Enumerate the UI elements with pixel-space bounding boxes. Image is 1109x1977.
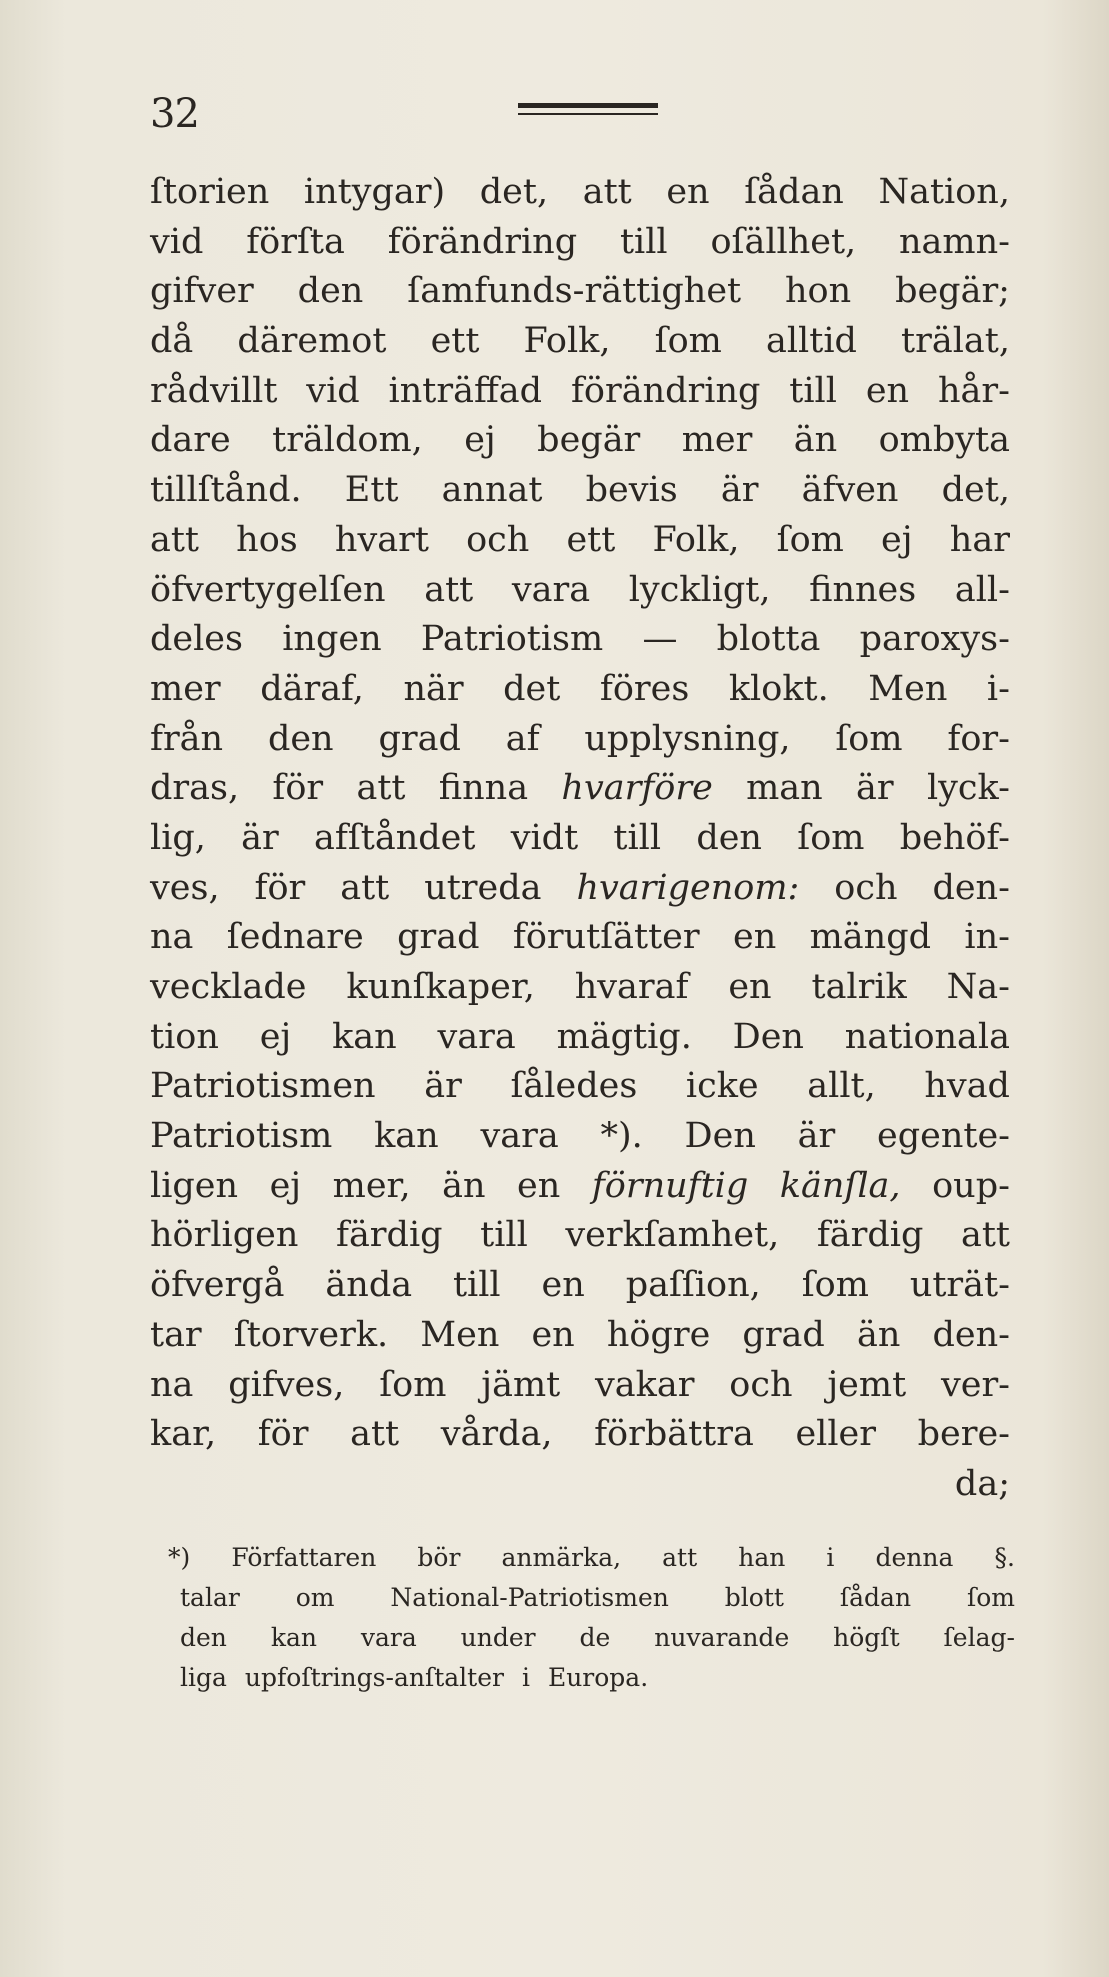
word: att — [356, 768, 406, 809]
word: att — [960, 1215, 1010, 1256]
word: den- — [932, 867, 1010, 908]
word: ſednare — [226, 917, 364, 958]
word: för — [257, 1414, 309, 1455]
word: till — [452, 1265, 501, 1306]
word: hvart — [334, 519, 429, 560]
word: allt, — [807, 1066, 876, 1107]
word: ett — [566, 519, 616, 560]
word: ſom — [801, 1265, 869, 1306]
word: egente- — [877, 1116, 1010, 1157]
word: Författaren — [231, 1543, 377, 1572]
word: finnes — [809, 569, 917, 610]
word: vara — [480, 1116, 559, 1157]
text-line — [150, 715, 1010, 765]
word: han — [738, 1543, 786, 1572]
word: ſåledes — [510, 1066, 638, 1107]
word: gifver — [150, 271, 254, 312]
word: kar, — [150, 1414, 217, 1455]
word: än — [856, 1314, 901, 1355]
word: Patriotism — [420, 619, 604, 660]
word: vidt — [510, 817, 579, 858]
word: vakar — [595, 1364, 695, 1405]
word: Folk, — [652, 519, 740, 560]
word: *). — [600, 1116, 643, 1157]
word: Europa. — [547, 1663, 649, 1692]
footnote-line — [180, 1578, 1015, 1618]
word: Patriotismen — [150, 1066, 376, 1107]
page-number: 32 — [150, 91, 199, 137]
text-line — [150, 1162, 1010, 1212]
word: hvad — [924, 1066, 1010, 1107]
word: vid — [306, 370, 360, 411]
text-line — [150, 317, 1010, 367]
word: eller — [795, 1414, 876, 1455]
word: i — [521, 1663, 530, 1692]
word: §. — [994, 1543, 1015, 1572]
word: na — [150, 917, 194, 958]
word: trälat, — [901, 321, 1010, 362]
word: man — [746, 768, 823, 809]
word: till — [480, 1215, 528, 1256]
word: förändring — [570, 370, 761, 411]
footnote — [168, 1538, 1015, 1698]
text-line — [150, 168, 1010, 218]
word: förnuftig — [591, 1165, 749, 1206]
word: National-Patriotismen — [390, 1583, 669, 1612]
word: är — [797, 1116, 836, 1157]
word: när — [403, 668, 464, 709]
word: Na- — [946, 967, 1010, 1007]
word: bör — [417, 1543, 461, 1572]
word: ſamfunds-rättighet — [407, 271, 742, 312]
word: Ett — [344, 470, 399, 511]
text-line — [150, 466, 1010, 516]
word: förändring — [387, 221, 578, 262]
text-line — [150, 814, 1010, 864]
word: än — [442, 1165, 486, 1206]
word: *) — [168, 1543, 191, 1572]
word: jämt — [481, 1364, 561, 1405]
word: att — [662, 1543, 698, 1572]
word: lyckligt, — [628, 569, 771, 610]
word: en — [728, 967, 772, 1007]
footnote-line — [168, 1538, 1015, 1578]
word: och — [834, 867, 898, 908]
word: mer — [150, 668, 221, 709]
word: är — [424, 1066, 462, 1107]
word: om — [295, 1583, 335, 1612]
text-line — [150, 416, 1010, 466]
word: vara — [437, 1016, 516, 1057]
word: ända — [325, 1265, 413, 1306]
word: anmärka, — [501, 1543, 622, 1572]
word: ſådan — [839, 1583, 912, 1612]
word: tar — [150, 1314, 202, 1355]
word: hvarigenom: — [576, 867, 800, 908]
word: att — [340, 867, 390, 908]
word: en — [732, 917, 777, 958]
text-line — [150, 913, 1010, 963]
word: kan — [270, 1623, 317, 1652]
word: paroxys- — [859, 619, 1010, 660]
word: tion — [150, 1016, 219, 1057]
word: liga — [180, 1663, 227, 1692]
word: äfven — [801, 470, 899, 511]
text-line — [150, 864, 1010, 914]
word: mer, — [332, 1165, 411, 1206]
word: ſom — [776, 519, 844, 560]
text-line — [150, 367, 1010, 417]
word: under — [460, 1623, 536, 1652]
word: hår- — [937, 370, 1010, 411]
word: hvarföre — [561, 768, 713, 809]
word: grad — [378, 718, 461, 759]
word: nuvarande — [654, 1623, 790, 1652]
word: bevis — [585, 470, 678, 511]
word: högſt — [833, 1623, 900, 1652]
word: kunſkaper, — [346, 967, 535, 1007]
word: ett — [430, 321, 480, 362]
word: kan — [374, 1116, 439, 1157]
word: af — [505, 718, 540, 759]
text-line — [150, 218, 1010, 268]
word: till — [619, 221, 668, 262]
word: färdig — [816, 1215, 924, 1256]
word: för — [254, 867, 306, 908]
word: öfvergå — [150, 1265, 285, 1306]
word: den- — [932, 1314, 1010, 1355]
text-line — [150, 764, 1010, 814]
word: ſom — [966, 1583, 1015, 1612]
word: ſtorien — [150, 172, 270, 212]
word: na — [150, 1364, 194, 1405]
word: har — [949, 519, 1010, 560]
word: är — [856, 768, 894, 809]
word: ſom — [654, 321, 722, 362]
word: — — [642, 619, 678, 660]
word: träldom, — [272, 420, 423, 461]
word: än — [793, 420, 838, 461]
header-rule — [518, 103, 658, 115]
word: rådvillt — [150, 370, 278, 411]
word: oup- — [932, 1165, 1010, 1206]
word: verkſamhet, — [565, 1215, 780, 1256]
word: behöf- — [899, 817, 1010, 858]
word: det, — [941, 470, 1010, 511]
word: ſom — [835, 718, 903, 759]
word: och — [729, 1364, 793, 1405]
word: mer — [681, 420, 753, 461]
word: att — [424, 569, 474, 610]
word: uträt- — [909, 1265, 1010, 1306]
word: är — [241, 817, 279, 858]
word: det, — [479, 172, 549, 212]
text-line — [150, 1211, 1010, 1261]
word: lyck- — [926, 768, 1010, 809]
word: i- — [986, 668, 1010, 709]
body-text — [150, 168, 1010, 1510]
word: in- — [964, 917, 1010, 958]
text-line — [150, 1311, 1010, 1361]
word: att — [150, 519, 199, 560]
word: att — [350, 1414, 400, 1455]
word: en — [865, 370, 910, 411]
word: inträffad — [388, 370, 543, 411]
word: en — [531, 1314, 575, 1355]
word: ver- — [940, 1364, 1010, 1405]
word: vara — [360, 1623, 417, 1652]
word: den — [297, 271, 364, 312]
word: begär; — [895, 271, 1010, 312]
word: finna — [438, 768, 529, 809]
text-line — [150, 963, 1010, 1013]
word: ſelag- — [943, 1623, 1015, 1652]
word: vid — [150, 221, 204, 262]
text-line — [150, 1062, 1010, 1112]
footnote-line — [180, 1618, 1015, 1658]
word: vecklade — [150, 967, 307, 1007]
word: alltid — [766, 321, 857, 362]
word: föres — [599, 668, 690, 709]
word: ej — [259, 1016, 292, 1057]
word: hörligen — [150, 1215, 299, 1256]
word: är — [720, 470, 759, 511]
word: den — [180, 1623, 227, 1652]
text-line — [150, 1361, 1010, 1411]
text-line — [150, 267, 1010, 317]
word: förſta — [246, 221, 345, 262]
word: vara — [511, 569, 591, 610]
word: förbättra — [594, 1414, 754, 1455]
word: känſla, — [779, 1165, 901, 1206]
word: icke — [685, 1066, 759, 1107]
word: en — [666, 172, 710, 212]
word: i — [826, 1543, 835, 1572]
text-line — [150, 615, 1010, 665]
word: gifves, — [228, 1364, 345, 1405]
word: talrik — [811, 967, 907, 1007]
word: ſådan — [744, 172, 844, 212]
word: ombyta — [878, 420, 1010, 461]
word: ſom — [797, 817, 865, 858]
word: högre — [606, 1314, 711, 1355]
word: all- — [954, 569, 1010, 610]
word: utreda — [424, 867, 542, 908]
word: nationala — [844, 1016, 1010, 1057]
word: de — [579, 1623, 611, 1652]
word: deles — [150, 619, 243, 660]
word: Den — [684, 1116, 756, 1157]
word: att — [582, 172, 632, 212]
word: upplysning, — [584, 718, 791, 759]
word: vårda, — [440, 1414, 553, 1455]
word: ej — [269, 1165, 302, 1206]
word: lig, — [150, 817, 206, 858]
word: Nation, — [878, 172, 1010, 212]
word: en — [517, 1165, 561, 1206]
word: till — [789, 370, 837, 411]
text-line — [150, 1112, 1010, 1162]
word: klokt. — [728, 668, 829, 709]
word: ej — [464, 420, 496, 461]
word: ves, — [150, 867, 220, 908]
word: paſſion, — [625, 1265, 761, 1306]
footnote-line — [180, 1658, 1015, 1698]
word: förutſätter — [512, 917, 700, 958]
word: ingen — [282, 619, 382, 660]
text-line — [150, 665, 1010, 715]
catchword: da; — [954, 1463, 1010, 1504]
word: namn- — [899, 221, 1010, 262]
word: bere- — [917, 1414, 1010, 1455]
word: for- — [947, 718, 1010, 759]
word: däraf, — [260, 668, 364, 709]
word: blott — [724, 1583, 784, 1612]
word: upfoſtrings-anſtalter — [244, 1663, 504, 1692]
word: grad — [742, 1314, 825, 1355]
word: tillſtånd. — [150, 470, 302, 511]
word: från — [150, 718, 224, 759]
word: hos — [236, 519, 298, 560]
word: ſtorverk. — [233, 1314, 389, 1355]
word: begär — [537, 420, 641, 461]
word: dras, — [150, 768, 240, 809]
word: den — [696, 817, 762, 858]
word: den — [267, 718, 334, 759]
word: annat — [441, 470, 543, 511]
word: Folk, — [523, 321, 611, 362]
word: Patriotism — [150, 1116, 333, 1157]
word: kan — [332, 1016, 397, 1057]
word: ſom — [379, 1364, 447, 1405]
text-line — [150, 516, 1010, 566]
word: då — [150, 321, 194, 362]
word: dare — [150, 420, 231, 461]
text-line — [150, 566, 1010, 616]
word: däremot — [237, 321, 387, 362]
word: ej — [881, 519, 913, 560]
word: blotta — [716, 619, 821, 660]
text-line — [150, 1410, 1010, 1460]
word: grad — [397, 917, 480, 958]
word: denna — [875, 1543, 954, 1572]
word: mägtig. — [556, 1016, 692, 1057]
word: en — [541, 1265, 585, 1306]
word: hvaraf — [574, 967, 689, 1007]
word: för — [272, 768, 324, 809]
word: oſällhet, — [710, 221, 857, 262]
word: afſtåndet — [314, 817, 476, 858]
word: öfvertygelſen — [150, 569, 386, 610]
word: och — [466, 519, 530, 560]
word: mängd — [809, 917, 932, 958]
word: ligen — [150, 1165, 239, 1206]
text-line — [150, 1013, 1010, 1063]
word: färdig — [335, 1215, 443, 1256]
word: Men — [868, 668, 948, 709]
word: till — [613, 817, 662, 858]
word: intygar) — [303, 172, 446, 212]
word: talar — [180, 1583, 240, 1612]
word: jemt — [827, 1364, 907, 1405]
text-line — [150, 1261, 1010, 1311]
word: hon — [785, 271, 852, 312]
word: Den — [732, 1016, 804, 1057]
word: det — [503, 668, 561, 709]
word: Men — [420, 1314, 500, 1355]
